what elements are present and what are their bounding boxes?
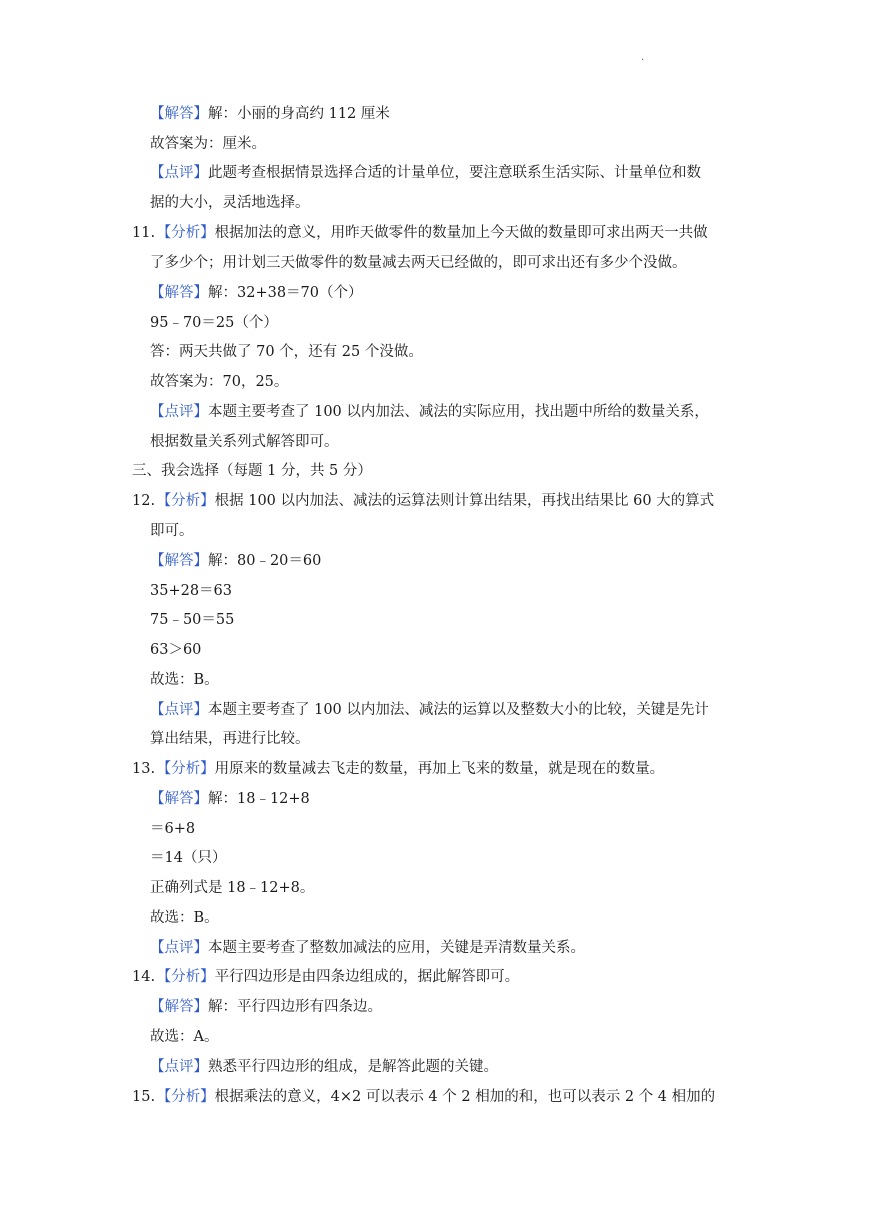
text-line: 了多少个；用计划三天做零件的数量减去两天已经做的，即可求出还有多少个没做。 bbox=[150, 255, 687, 271]
answer-tag: 【解答】 bbox=[150, 999, 208, 1015]
question-15-analysis: 15. 【分析】根据乘法的意义，4×2 可以表示 4 个 2 相加的和，也可以表示 2 个 4 相加的 bbox=[132, 1089, 716, 1105]
text-line: ＝6+8 bbox=[150, 821, 196, 837]
comment-line: 【点评】本题主要考查了 100 以内加法、减法的运算以及整数大小的比较，关键是先计 bbox=[150, 702, 709, 718]
answer-tag: 【解答】 bbox=[150, 285, 208, 301]
question-number: 12. bbox=[132, 493, 156, 509]
text-line: 即可。 bbox=[150, 523, 194, 539]
comment-line: 【点评】本题主要考查了整数加减法的应用，关键是弄清数量关系。 bbox=[150, 940, 585, 956]
question-number: 11. bbox=[132, 225, 156, 241]
comment-line: 【点评】本题主要考查了 100 以内加法、减法的实际应用，找出题中所给的数量关系， bbox=[150, 404, 709, 420]
text-line: 故选：A。 bbox=[150, 1029, 219, 1045]
comment-tag: 【点评】 bbox=[150, 940, 208, 956]
answer-tag: 【解答】 bbox=[150, 106, 208, 122]
question-number: 15. bbox=[132, 1089, 156, 1105]
question-11-analysis: 11. 【分析】根据加法的意义，用昨天做零件的数量加上今天做的数量即可求出两天一共做 bbox=[132, 225, 708, 241]
analysis-tag: 【分析】 bbox=[156, 493, 215, 509]
comment-tag: 【点评】 bbox=[150, 404, 208, 420]
text-line: 75﹣50＝55 bbox=[150, 612, 235, 628]
analysis-tag: 【分析】 bbox=[156, 761, 215, 777]
text-line: 据的大小，灵活地选择。 bbox=[150, 195, 310, 211]
answer-line: 【解答】解：80﹣20＝60 bbox=[150, 553, 322, 569]
analysis-tag: 【分析】 bbox=[156, 1089, 215, 1105]
text-line: ＝14（只） bbox=[150, 850, 227, 866]
comment-tag: 【点评】 bbox=[150, 1059, 208, 1075]
text-line: 35+28＝63 bbox=[150, 583, 233, 599]
comment-line: 【点评】此题考查根据情景选择合适的计量单位，要注意联系生活实际、计量单位和数 bbox=[150, 165, 701, 181]
answer-line: 【解答】解：32+38＝70（个） bbox=[150, 285, 363, 301]
answer-tag: 【解答】 bbox=[150, 791, 208, 807]
question-13-analysis: 13. 【分析】用原来的数量减去飞走的数量，再加上飞来的数量，就是现在的数量。 bbox=[132, 761, 665, 777]
analysis-tag: 【分析】 bbox=[156, 225, 215, 241]
text-line: 63＞60 bbox=[150, 642, 202, 658]
question-number: 14. bbox=[132, 969, 156, 985]
answer-tag: 【解答】 bbox=[150, 553, 208, 569]
text-line: 答：两天共做了 70 个，还有 25 个没做。 bbox=[150, 344, 423, 360]
text-line: 根据数量关系列式解答即可。 bbox=[150, 434, 339, 450]
question-number: 13. bbox=[132, 761, 156, 777]
question-14-analysis: 14. 【分析】平行四边形是由四条边组成的，据此解答即可。 bbox=[132, 969, 520, 985]
text-line: 95﹣70＝25（个） bbox=[150, 315, 278, 331]
analysis-tag: 【分析】 bbox=[156, 969, 215, 985]
comment-tag: 【点评】 bbox=[150, 702, 208, 718]
comment-tag: 【点评】 bbox=[150, 165, 208, 181]
answer-line: 【解答】解：小丽的身高约 112 厘米 bbox=[150, 106, 390, 122]
text-line: 算出结果，再进行比较。 bbox=[150, 731, 310, 747]
comment-line: 【点评】熟悉平行四边形的组成，是解答此题的关键。 bbox=[150, 1059, 498, 1075]
page-mark: . bbox=[641, 52, 645, 63]
text-line: 故选：B。 bbox=[150, 672, 219, 688]
text-line: 故选：B。 bbox=[150, 910, 219, 926]
answer-line: 【解答】解：18﹣12+8 bbox=[150, 791, 310, 807]
section-heading: 三、我会选择（每题 1 分，共 5 分） bbox=[132, 463, 372, 479]
text-line: 正确列式是 18﹣12+8。 bbox=[150, 880, 315, 896]
answer-line: 【解答】解：平行四边形有四条边。 bbox=[150, 999, 382, 1015]
text-line: 故答案为：厘米。 bbox=[150, 136, 266, 152]
text-line: 故答案为：70，25。 bbox=[150, 374, 289, 390]
question-12-analysis: 12. 【分析】根据 100 以内加法、减法的运算法则计算出结果，再找出结果比 60 大的算式 bbox=[132, 493, 715, 509]
